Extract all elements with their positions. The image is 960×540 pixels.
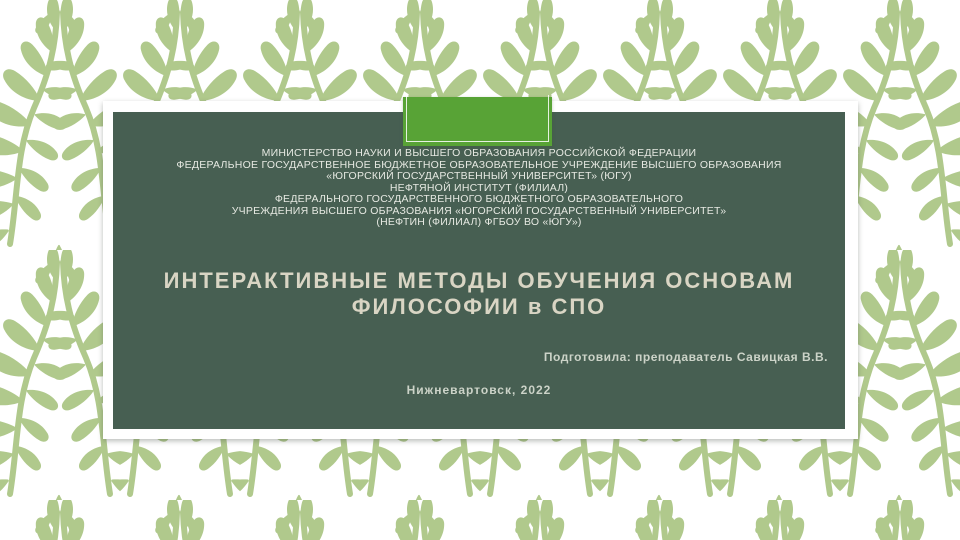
- city-year-line: Нижневартовск, 2022: [406, 383, 552, 397]
- institution-line: НЕФТЯНОЙ ИНСТИТУТ (ФИЛИАЛ): [389, 181, 569, 194]
- accent-tab: [403, 97, 552, 146]
- institution-line: «ЮГОРСКИЙ ГОСУДАРСТВЕННЫЙ УНИВЕРСИТЕТ» (ЮГУ): [326, 170, 632, 182]
- institution-line: УЧРЕЖДЕНИЯ ВЫСШЕГО ОБРАЗОВАНИЯ «ЮГОРСКИЙ ГОСУДАРСТВЕННЫЙ УНИВЕРСИТЕТ»: [231, 204, 727, 217]
- institution-line: ФЕДЕРАЛЬНОГО ГОСУДАРСТВЕННОГО БЮДЖЕТНОГО ОБРАЗОВАТЕЛЬНОГО: [274, 193, 684, 205]
- slide-panel: [113, 112, 845, 429]
- slide-title-line-2: ФИЛОСОФИИ в СПО: [351, 294, 607, 319]
- slide-title: [113, 268, 845, 320]
- slide-card: [103, 101, 858, 439]
- institution-line: МИНИСТЕРСТВО НАУКИ И ВЫСШЕГО ОБРАЗОВАНИЯ РОССИЙСКОЙ ФЕДЕРАЦИИ: [261, 147, 697, 159]
- author-credit: Подготовила: преподаватель Савицкая В.В.: [543, 350, 828, 364]
- institution-line: (НЕФТИН (ФИЛИАЛ) ФГБОУ ВО «ЮГУ»): [376, 216, 582, 228]
- slide-title-line-1: ИНТЕРАКТИВНЫЕ МЕТОДЫ ОБУЧЕНИЯ ОСНОВАМ: [163, 268, 795, 293]
- institution-header: [113, 148, 845, 229]
- accent-tab-inner-border: [406, 95, 549, 142]
- institution-line: ФЕДЕРАЛЬНОЕ ГОСУДАРСТВЕННОЕ БЮДЖЕТНОЕ ОБРАЗОВАТЕЛЬНОЕ УЧРЕЖДЕНИЕ ВЫСШЕГО ОБРАЗОВАНИЯ: [176, 158, 782, 171]
